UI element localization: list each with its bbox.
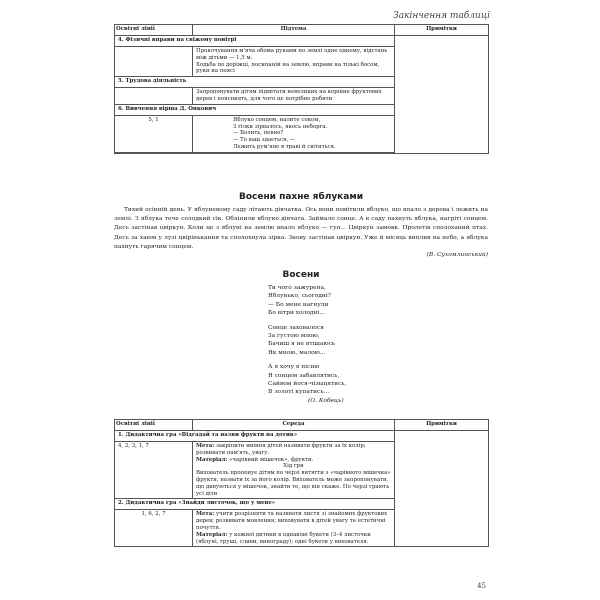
lines-cell: 1, 6, 2, 7 bbox=[115, 510, 193, 547]
stanza bbox=[268, 363, 347, 405]
goal-text: учити розрізняти та називати листя зі знайомих фруктових дерев; розвивати мовлення; виховувати в дітей увагу та естетичні почуття. bbox=[196, 511, 388, 531]
poem-line: — То ваш здається, — bbox=[233, 137, 296, 144]
story-title: Восени пахне яблуками bbox=[238, 192, 364, 202]
poem-line: — Болить, певно? bbox=[233, 130, 284, 137]
section-title: 5. Трудова діяльність bbox=[115, 77, 395, 88]
poem-line: За густою млою, bbox=[268, 333, 320, 340]
game-course-text: Вихователь пропонує дітям по черзі витягти з «чарівного мішечка» фрукти, назвати їх за його колір. Вихователь може запропонувати, що дивуються у мішечок, знайти те, що він скаже. По черзі грають усі діти bbox=[196, 470, 391, 497]
col-header-notes: Примітки bbox=[395, 25, 489, 36]
poem-line: А я хочу в пісню bbox=[268, 364, 320, 371]
section-title: 1. Дидактична гра «Відгадай та назви фрукти на дотик» bbox=[115, 431, 395, 442]
content-cell bbox=[193, 115, 395, 152]
material-text: у кожної дитини в однакові букети (3–4 листочки (яблуні, груші, сливи, винограду); одні букети у вихователя. bbox=[196, 531, 371, 545]
story-block bbox=[114, 206, 488, 258]
poem-line: Лежить рум'яне в траві й світиться. bbox=[233, 143, 336, 150]
activity-table-top bbox=[114, 24, 489, 154]
story-author: (В. Сухомлинський) bbox=[426, 252, 488, 259]
poem-block bbox=[268, 284, 347, 411]
notes-cell bbox=[395, 431, 489, 547]
goal-label: Мета: bbox=[196, 511, 215, 518]
poem-title: Восени bbox=[282, 270, 320, 280]
content-cell bbox=[193, 510, 395, 547]
col-header-subtopic: Підтема bbox=[193, 25, 395, 36]
section-title: 6. Вивчення вірша Д. Онкович bbox=[115, 104, 395, 115]
section-title-row bbox=[115, 36, 489, 47]
activity-table-bottom bbox=[114, 419, 489, 547]
section-title-row bbox=[115, 431, 489, 442]
goal-line bbox=[196, 443, 391, 457]
stanza bbox=[268, 284, 347, 318]
col-header-lines: Освітні лінії bbox=[115, 420, 193, 431]
content-line: Прокочування м'яча обома руками по землі одне одному, відстань між дітьми — 1,5 м. bbox=[196, 48, 388, 61]
table-continuation-note: Закінчення таблиці bbox=[393, 11, 490, 21]
goal-label: Мета: bbox=[196, 443, 215, 449]
poem-line: — Бо мене нагнули bbox=[268, 301, 329, 308]
poem-line: З гілки зірвалось, якось неборга. bbox=[233, 123, 328, 130]
poem-line: Ти чого зажурена, bbox=[268, 285, 326, 291]
content-cell bbox=[193, 442, 395, 499]
story-text: Тихий осінній день. У яблуневому саду літають дівчатка. Ось вони помітили яблуко, що впало з дерева і лежить на землі. З яблука тече солодкий сік. Обліпили яблуко дівчата. Займало сонце. А в саду пахнуть яблука, нагріті сонцем. Десь застінав цвіркун. Коли це з яблуні на землю впало яблуко — гуп... Цвіркун замовк. Пролетів сполоханий птах. Десь за хаюм у лузі цвірінькання та сполохнула зірка. Знову застінав цвіркун. Уже й місяць виплив на небо, а яблука пахнуть гарячим сонцем. bbox=[114, 207, 488, 250]
poem-line: В золоті купатись... bbox=[268, 389, 330, 396]
poem-line: Сайвом йося-чізыцятись, bbox=[268, 381, 347, 388]
content-cell bbox=[193, 88, 395, 105]
material-label: Матеріал: bbox=[196, 531, 228, 538]
lines-cell bbox=[115, 88, 193, 105]
lines-cell: 5, 1 bbox=[115, 115, 193, 152]
lines-cell bbox=[115, 47, 193, 77]
col-header-day: Середа bbox=[193, 420, 395, 431]
poem-author: (О. Кобець) bbox=[308, 397, 344, 404]
poem-line: Бо вітри холодні... bbox=[268, 310, 325, 317]
poem-line: Сонце заховалося bbox=[268, 324, 324, 331]
section-title: 4. Фізичні вправи на свіжому повітрі bbox=[115, 36, 395, 47]
game-course-heading: Хід гри bbox=[283, 463, 304, 470]
section-title: 2. Дидактична гра «Знайди листочок, що у мене» bbox=[115, 499, 395, 510]
content-line: Запропонувати дітям підмітати невеликих на корінне фруктових дерев і поясниять, для чого це потрібно робити bbox=[196, 89, 382, 102]
poem-line: Як мною, малою... bbox=[268, 349, 326, 356]
stanza bbox=[268, 324, 347, 358]
poem-line: Бачиш я не втішаюсь bbox=[268, 341, 335, 348]
goal-line bbox=[196, 511, 391, 531]
material-line bbox=[196, 532, 391, 546]
poem-line: Яблунько, сьогодні? bbox=[268, 293, 331, 300]
material-label: Матеріал: bbox=[196, 456, 228, 463]
col-header-lines: Освітні лінії bbox=[115, 25, 193, 36]
lines-cell: 4, 2, 3, 1, 7 bbox=[115, 442, 193, 499]
poem-line: Яблуко сонцем, налите соком, bbox=[233, 116, 321, 123]
content-cell bbox=[193, 47, 395, 77]
table-header-row bbox=[115, 420, 489, 431]
material-line bbox=[196, 457, 391, 464]
material-text: «чарівний мішечок», фрукти. bbox=[229, 456, 314, 463]
page-number: 45 bbox=[477, 582, 486, 590]
goal-text: закріпити вміння дітей називати фрукти за їх колір; розвивати пам'ять, увагу. bbox=[196, 443, 366, 456]
col-header-notes: Примітки bbox=[395, 420, 489, 431]
notes-cell bbox=[395, 36, 489, 154]
table-header-row bbox=[115, 25, 489, 36]
poem-line: Я сонцем забавлятись, bbox=[268, 372, 340, 379]
content-line: Ходьба по доріжці, посипаній на землю, вправи на тількі босом, руки на поясі bbox=[196, 61, 380, 75]
